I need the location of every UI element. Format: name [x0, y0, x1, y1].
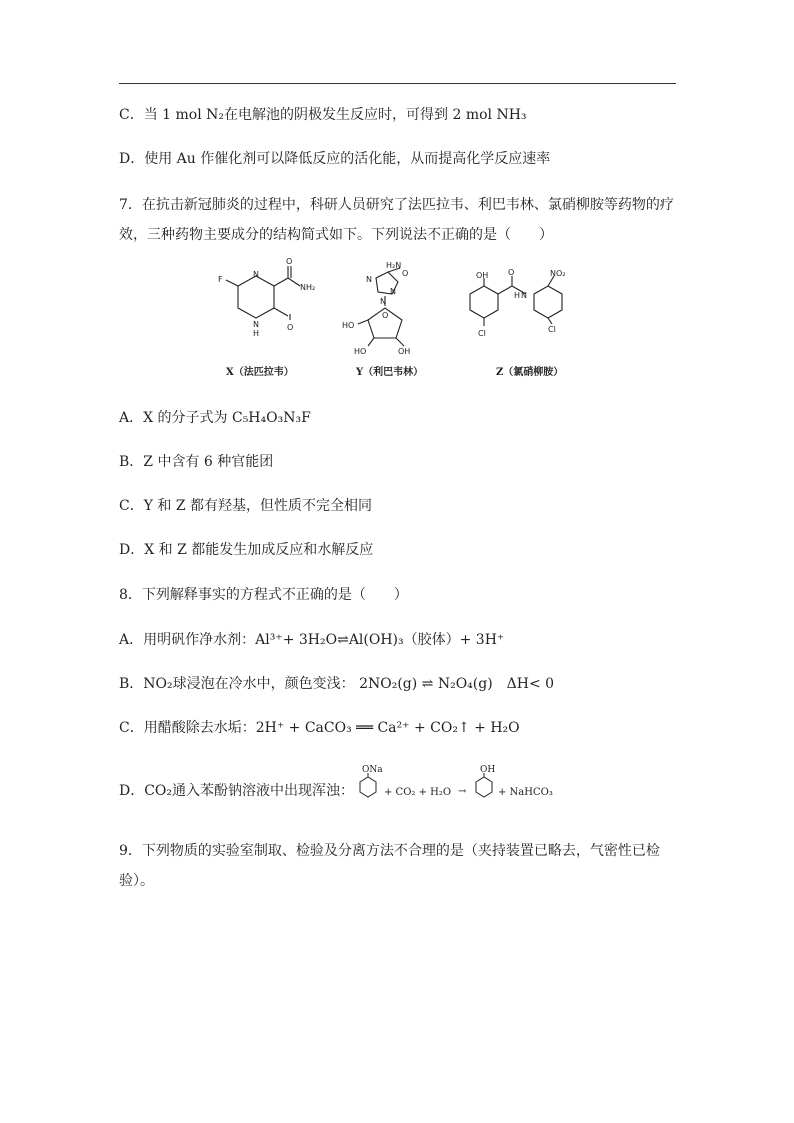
y-ho1-label: HO [342, 321, 355, 330]
q6-option-c: C．当 1 mol N₂在电解池的阴极发生反应时，可得到 2 mol NH₃ [119, 107, 527, 123]
q6-option-d: D．使用 Au 作催化剂可以降低反应的活化能，从而提高化学反应速率 [119, 151, 551, 167]
caption-y: Y（利巴韦林） [356, 367, 424, 378]
x-h-label: H [253, 329, 260, 338]
y-n2-label: N [390, 287, 396, 296]
benzene-ring-2 [476, 777, 492, 797]
z-h-label: H [514, 291, 521, 300]
header-rule [119, 83, 676, 84]
x-n1-label: N [253, 270, 259, 279]
caption-x: X（法匹拉韦） [226, 367, 294, 378]
q7-stem: 7．在抗击新冠肺炎的过程中，科研人员研究了法匹拉韦、利巴韦林、氯硝柳胺等药物的疗效，三种药物主要成分的结构简式如下。下列说法不正确的是（ ） [119, 197, 674, 243]
y-h2n-label: H₂N [386, 261, 402, 270]
y-oh-label: OH [398, 347, 411, 356]
arrow: → [458, 786, 467, 797]
z-cl2-label: Cl [548, 325, 556, 334]
z-n-label: N [521, 291, 527, 300]
q9-stem: 9．下列物质的实验室制取、检验及分离方法不合理的是（夹持装置已略去，气密性已检验）。 [119, 843, 660, 889]
reactants-text: + CO₂ + H₂O [384, 787, 452, 798]
ona-label: ONa [362, 765, 383, 775]
y-o2-label: O [382, 311, 389, 320]
x-f-label: F [218, 275, 223, 284]
q8-stem: 8．下列解释事实的方程式不正确的是（ ） [119, 587, 408, 603]
q7-option-d: D．X 和 Z 都能发生加成反应和水解反应 [119, 542, 374, 558]
x-nh2-label: NH₂ [300, 283, 316, 292]
q7-option-a: A．X 的分子式为 C₅H₄O₃N₃F [119, 410, 311, 426]
y-n1-label: N [366, 275, 372, 284]
z-no2-label: NO₂ [550, 269, 566, 278]
x-o2-label: O [287, 323, 294, 332]
q8-option-b: B．NO₂球浸泡在冷水中，颜色变浅： 2NO₂(g) ⇌ N₂O₄(g) ΔH< 0 [119, 676, 555, 692]
q8-option-d: D．CO₂通入苯酚钠溶液中出现浑浊： [119, 783, 355, 799]
y-o-label: O [402, 269, 409, 278]
x-o1-label: O [286, 257, 293, 266]
z-oh-label: OH [476, 271, 489, 280]
phenol-equation [352, 764, 572, 808]
q8-option-c: C．用醋酸除去水垢：2H⁺ + CaCO₃ ══ Ca²⁺ + CO₂↑ + H₂O [119, 720, 520, 736]
z-cl1-label: Cl [478, 329, 486, 338]
oh-label: OH [480, 765, 496, 775]
products-text: + NaHCO₃ [498, 787, 553, 798]
x-n2-label: N [253, 320, 259, 329]
q7-option-c: C．Y 和 Z 都有羟基，但性质不完全相同 [119, 498, 373, 514]
q8-option-a: A．用明矾作净水剂：Al³⁺+ 3H₂O⇌Al(OH)₃（胶体）+ 3H⁺ [119, 632, 505, 648]
q7-option-b: B．Z 中含有 6 种官能团 [119, 454, 274, 470]
benzene-ring-1 [360, 777, 376, 797]
x-ring [238, 276, 274, 318]
caption-z: Z（氯硝柳胺） [496, 367, 564, 378]
y-ho2-label: HO [354, 347, 367, 356]
z-o-label: O [508, 268, 515, 277]
y-n3-label: N [380, 297, 386, 306]
